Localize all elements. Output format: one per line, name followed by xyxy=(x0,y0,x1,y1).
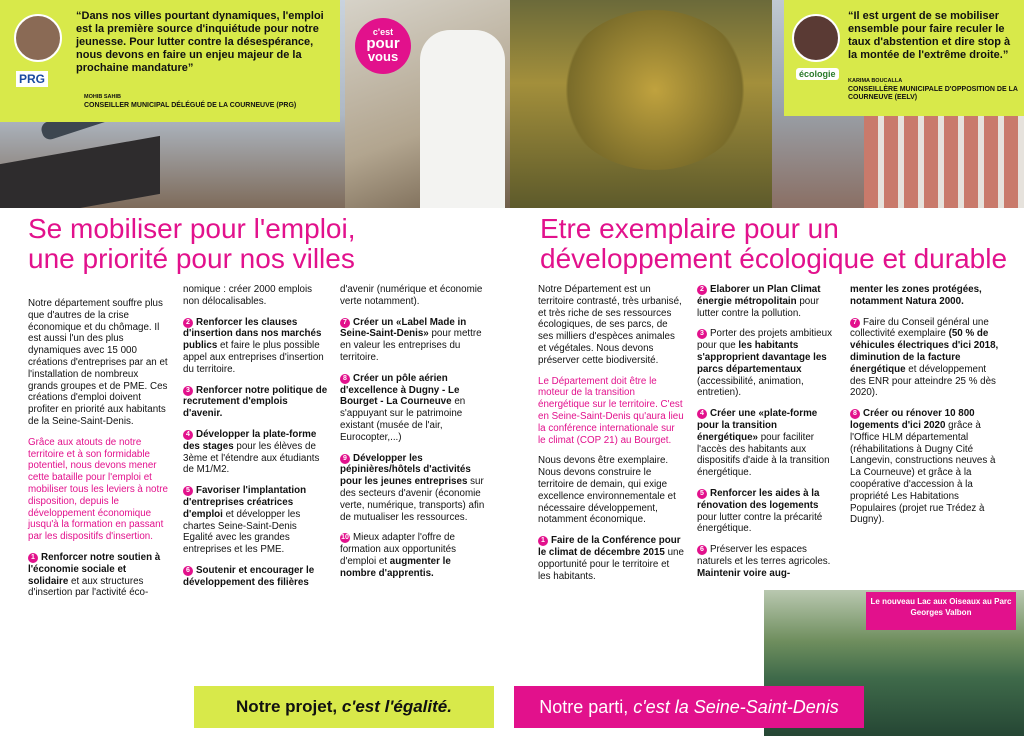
right-item-5-rest: pour lutter contre la précarité énergétique. xyxy=(697,511,823,535)
number-bullet-icon: 4 xyxy=(183,430,193,440)
roof-shape xyxy=(0,136,160,208)
left-item-4-bold: Développer la plate-forme des stages xyxy=(183,428,317,452)
quote-right-name: KARIMA BOUCALLA xyxy=(848,78,903,84)
number-bullet-icon: 5 xyxy=(183,486,193,496)
left-item-5-bold: Favoriser l'implantation d'entreprises créatrices d'emploi xyxy=(183,485,307,520)
right-item-1-rest: une opportunité pour le territoire et les habitants. xyxy=(538,546,684,582)
left-item-10-bold: augmenter le nombre d'apprentis. xyxy=(340,555,451,579)
left-item-1 xyxy=(28,552,168,599)
right-item-5 xyxy=(697,488,835,535)
quote-right-role: CONSEILLÈRE MUNICIPALE D'OPPOSITION DE LA COURNEUVE (EELV) xyxy=(848,86,1018,101)
right-heading-line-2: développement écologique et durable xyxy=(540,243,1008,274)
number-bullet-icon: 8 xyxy=(340,374,350,384)
quote-left-text: “Dans nos villes pourtant dynamiques, l'emploi est la première source d'inquiétude pour notre jeunesse. Pour lutter contre la désespérance, nous devons en faire un enjeu majeur de la prochaine mandature” xyxy=(76,10,324,74)
left-item-9 xyxy=(340,453,486,524)
footer-left-text: Notre projet, xyxy=(236,697,342,716)
number-bullet-icon: 3 xyxy=(183,386,193,396)
right-highlight-paragraph: Le Département doit être le moteur de la transition énergétique sur le territoire. C'est en Seine-Saint-Denis qu'aura lieu la conférence internationale sur le climat (COP 21) au Bourget. xyxy=(538,375,684,446)
number-bullet-icon: 4 xyxy=(697,409,707,419)
worker-shape xyxy=(420,30,505,208)
right-item-2 xyxy=(697,284,835,319)
right-item-6-bold: Maintenir voire aug- xyxy=(697,567,791,579)
left-item-5-rest: et développer les chartes Seine-Saint-Denis Egalité avec les grandes entreprises et les PME. xyxy=(183,508,301,556)
right-item-7 xyxy=(850,317,1000,400)
right-item-4-rest: pour faciliter l'accès des habitants aux dispositifs d'aide à la transition énergétique. xyxy=(697,431,830,479)
left-heading-line-1: Se mobiliser pour l'emploi, xyxy=(28,213,356,244)
right-item-3-rest-2: (accessibilité, animation, entretien). xyxy=(697,375,804,399)
left-item-7 xyxy=(340,317,486,364)
lake-caption: Le nouveau Lac aux Oiseaux au Parc Georges Valbon xyxy=(866,592,1016,630)
number-bullet-icon: 8 xyxy=(850,409,860,419)
left-item-3-bold: Renforcer notre politique de recrutement d'emplois d'avenir. xyxy=(183,384,328,420)
number-bullet-icon: 6 xyxy=(183,566,193,576)
footer-left-banner xyxy=(194,686,494,728)
left-item-3 xyxy=(183,385,328,420)
left-item-7-bold: Créer un «Label Made in Seine-Saint-Denis» xyxy=(340,316,467,340)
left-heading-line-2: une priorité pour nos villes xyxy=(28,243,355,274)
right-item-2-bold: Elaborer un Plan Climat énergie métropolitain xyxy=(697,284,821,307)
badge-line-2: pour xyxy=(366,35,400,52)
right-item-4-bold: Créer une «plate-forme pour la transition énergétique» xyxy=(697,408,818,443)
right-item-6 xyxy=(697,544,835,579)
left-column-2 xyxy=(183,284,328,598)
right-item-8-rest: grâce à l'Office HLM départemental (réhabilitations à Dugny Cité Langevin, constructions neuves à La Courneuve) et grâce à la coopérative d'accession à la propriété Les Habitations Populaires (projet rue Trédez à Dugny). xyxy=(850,419,996,526)
left-item-8 xyxy=(340,373,486,444)
left-item-6 xyxy=(183,565,328,589)
prg-logo-text: PRG xyxy=(16,71,48,87)
right-item-1 xyxy=(538,535,684,582)
number-bullet-icon: 10 xyxy=(341,534,349,542)
number-bullet-icon: 6 xyxy=(697,545,707,555)
number-bullet-icon: 2 xyxy=(183,318,193,328)
right-heading xyxy=(540,214,1010,274)
tree-shape xyxy=(560,10,750,170)
quote-left-name: MOHIB SAHIB xyxy=(84,94,121,100)
right-item-7-bold: (50 % de véhicules électriques d'ici 2018, diminution de la facture énergétique xyxy=(850,328,999,375)
right-item-8 xyxy=(850,408,1000,526)
number-bullet-icon: 2 xyxy=(697,285,707,295)
right-item-3-bold: les habitants s'approprient davantage les parcs départementaux xyxy=(697,340,827,375)
right-column-2 xyxy=(697,284,835,589)
footer-right-italic: c'est la Seine-Saint-Denis xyxy=(633,697,839,717)
left-column-3 xyxy=(340,284,486,589)
right-exemplary-paragraph: Nous devons être exemplaire. Nous devons construire le territoire de demain, qui exige excellence environnementale et nécessaire développement, notamment économique. xyxy=(538,455,676,526)
left-item-4 xyxy=(183,429,328,476)
footer-left-italic: c'est l'égalité. xyxy=(341,697,452,716)
left-intro-paragraph: Notre département souffre plus que d'autres de la crise économique et du chômage. Il est aussi l'un des plus dynamiques avec 15 000 créations d'entreprises par an et l'installation de nombreux grands groupes et de PME. Ces créations d'emploi doivent profiter en priorité aux habitants de la Seine-Saint-Denis. xyxy=(28,298,168,427)
left-item-9-bold: Développer les pépinières/hôtels d'activités pour les jeunes entreprises xyxy=(340,452,471,488)
right-item-2-rest: pour lutter contre la pollution. xyxy=(697,295,819,319)
left-item-2 xyxy=(183,317,328,376)
ecologie-logo xyxy=(796,64,839,82)
left-item-8-rest: en s'appuyant sur le patrimoine existant (musée de l'air, Eurocopter,...) xyxy=(340,396,466,443)
left-item-4-rest: pour les élèves de 3ème et l'étendre aux étudiants de M1/M2. xyxy=(183,440,320,476)
right-item-5-bold: Renforcer les aides à la rénovation des logements xyxy=(697,487,820,511)
quote-left-role: CONSEILLER MUNICIPAL DÉLÉGUÉ DE LA COURNEUVE (PRG) xyxy=(84,102,297,109)
left-item-7-rest: pour mettre en valeur les entreprises du territoire. xyxy=(340,328,482,363)
right-heading-line-1: Etre exemplaire pour un xyxy=(540,213,839,244)
footer-right-banner xyxy=(514,686,864,728)
right-item-4 xyxy=(697,408,835,479)
left-item-2-bold: Renforcer les clauses d'insertion dans nos marchés publics xyxy=(183,316,322,352)
cest-pour-vous-badge xyxy=(355,18,411,74)
left-item-5 xyxy=(183,485,328,556)
right-item-7-rest-2: et développement des ENR pour atteindre 25 % dès 2020). xyxy=(850,363,996,399)
number-bullet-icon: 9 xyxy=(340,454,350,464)
quote-box-right xyxy=(784,0,1024,116)
left-item-10-rest: Mieux adapter l'offre de formation aux opportunités d'emploi et xyxy=(340,532,456,567)
number-bullet-icon: 7 xyxy=(850,318,860,328)
left-item-2-rest: et faire le plus possible appel aux entreprises d'insertion du territoire. xyxy=(183,340,324,375)
ecologie-logo-text: écologie xyxy=(796,68,839,80)
left-col2-continuation: nomique : créer 2000 emplois non délocalisables. xyxy=(183,284,313,307)
quote-box-left xyxy=(0,0,340,122)
number-bullet-icon: 5 xyxy=(697,489,707,499)
left-column-1 xyxy=(28,298,168,608)
number-bullet-icon: 3 xyxy=(697,329,707,339)
quote-right-text: “Il est urgent de se mobiliser ensemble pour faire reculer le taux d'abstention et dire stop à la montée de l'extrême droite.” xyxy=(848,10,1011,61)
left-item-6-bold: Soutenir et encourager le développement des filières xyxy=(183,564,315,588)
left-item-10 xyxy=(340,532,486,579)
left-col3-continuation: d'avenir (numérique et économie verte notamment). xyxy=(340,284,483,307)
number-bullet-icon: 1 xyxy=(538,536,548,546)
number-bullet-icon: 1 xyxy=(28,553,38,563)
right-item-3-rest-1: Porter des projets ambitieux pour que xyxy=(697,328,832,352)
avatar-mohib xyxy=(14,14,62,62)
right-intro-paragraph: Notre Département est un territoire contrasté, très urbanisé, et très riche de ses ressources écologiques, de ses parcs, de ses milliers d'espèces animales et végétales. Nous devons préserver cette biodiversité. xyxy=(538,284,682,366)
right-item-7-rest-1: Faire du Conseil général une collectivité exemplaire xyxy=(850,316,989,340)
badge-line-1: c'est xyxy=(372,27,394,37)
number-bullet-icon: 7 xyxy=(340,318,350,328)
right-item-6-rest: Préserver les espaces naturels et les terres agricoles. xyxy=(697,544,831,567)
left-item-1-bold: Renforcer notre soutien à l'économie sociale et solidaire xyxy=(28,551,161,587)
right-item-1-bold: Faire de la Conférence pour le climat de décembre 2015 xyxy=(538,535,681,558)
right-column-3 xyxy=(850,284,1000,535)
left-item-1-rest: et aux structures d'insertion par l'activité éco- xyxy=(28,575,149,599)
badge-line-3: vous xyxy=(367,49,399,64)
prg-logo xyxy=(16,70,48,88)
left-item-8-bold: Créer un pôle aérien d'excellence à Dugny - Le Bourget - La Courneuve xyxy=(340,372,460,408)
right-col3-continuation: menter les zones protégées, notamment Natura 2000. xyxy=(850,284,982,307)
right-column-1 xyxy=(538,284,684,591)
left-heading xyxy=(28,214,498,274)
right-item-8-bold: Créer ou rénover 10 800 logements d'ici 2020 xyxy=(850,408,975,431)
right-item-3 xyxy=(697,328,835,399)
footer-right-text: Notre parti, xyxy=(539,697,634,717)
left-highlight-paragraph: Grâce aux atouts de notre territoire et à son formidable potentiel, nous devons mener cette bataille pour l'emploi et mobiliser tous les leviers à notre disposition, depuis le développement économique jusqu'à la formation en passant par les dispositifs d'insertion. xyxy=(28,436,168,543)
avatar-karima xyxy=(792,14,840,62)
left-item-9-rest: sur des secteurs d'avenir (économie verte, numérique, transports) afin de mutualiser les ressources. xyxy=(340,476,485,523)
